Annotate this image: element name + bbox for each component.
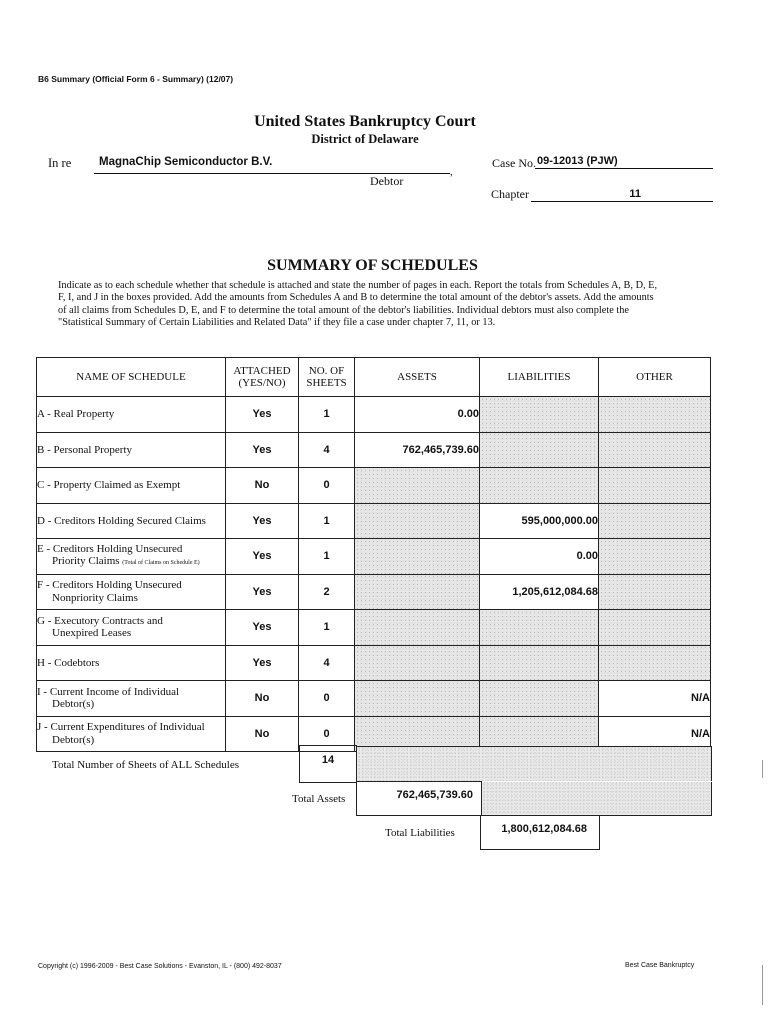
other-cell-shaded xyxy=(599,610,711,646)
case-number-value: 09-12013 (PJW) xyxy=(537,155,618,167)
assets-cell-shaded xyxy=(355,645,480,681)
attached-cell: No xyxy=(226,468,299,504)
schedule-name-line1: G - Executory Contracts and xyxy=(37,614,163,627)
liabilities-cell-shaded xyxy=(480,681,599,717)
sheets-cell: 0 xyxy=(299,681,355,717)
header-attached xyxy=(226,358,299,397)
schedule-name-line1: D - Creditors Holding Secured Claims xyxy=(37,514,206,527)
attached-cell: No xyxy=(226,681,299,717)
schedule-name xyxy=(37,468,226,504)
schedule-name-line1: C - Property Claimed as Exempt xyxy=(37,479,181,491)
chapter-field xyxy=(531,188,713,202)
attached-cell: Yes xyxy=(226,432,299,468)
total-sheets-value: 14 xyxy=(321,754,335,766)
schedule-name xyxy=(37,681,226,717)
table-row xyxy=(37,503,711,539)
district-name: District of Delaware xyxy=(311,132,419,146)
debtor-label: Debtor xyxy=(370,174,404,188)
form-identifier: B6 Summary (Official Form 6 - Summary) (12/07) xyxy=(38,74,234,84)
total-sheets-box xyxy=(299,745,357,783)
other-cell-shaded xyxy=(599,645,711,681)
sheets-cell: 1 xyxy=(299,503,355,539)
schedule-name-line1: B - Personal Property xyxy=(37,443,133,456)
other-cell-shaded xyxy=(599,503,711,539)
edge-mark xyxy=(762,760,763,778)
sheets-cell: 4 xyxy=(299,645,355,681)
header-name: NAME OF SCHEDULE xyxy=(37,358,226,397)
other-cell: N/A xyxy=(599,716,711,752)
comma-mark: , xyxy=(450,166,453,178)
header-attached-text: ATTACHED (YES/NO) xyxy=(233,365,291,389)
schedule-name xyxy=(37,574,226,610)
schedule-name-line1: F - Creditors Holding Unsecured xyxy=(37,579,182,592)
schedule-name xyxy=(37,503,226,539)
total-liabilities-box xyxy=(480,815,600,850)
liabilities-cell-shaded xyxy=(480,397,599,433)
liabilities-cell: 0.00 xyxy=(480,539,599,575)
assets-cell-shaded xyxy=(355,610,480,646)
schedule-name-line2: Debtor(s) xyxy=(52,733,95,746)
copyright-footer: Copyright (c) 1996-2009 - Best Case Solutions - Evanston, IL - (800) 492-8037 xyxy=(38,963,282,970)
in-re-label: In re xyxy=(48,156,72,170)
attached-cell: Yes xyxy=(226,503,299,539)
schedule-name-line1: I - Current Income of Individual xyxy=(37,685,180,698)
case-number-field xyxy=(535,155,713,169)
assets-cell-shaded xyxy=(355,503,480,539)
table-row xyxy=(37,574,711,610)
attached-cell: No xyxy=(226,716,299,752)
schedule-name xyxy=(37,610,226,646)
liabilities-cell-shaded xyxy=(480,645,599,681)
sheets-cell: 2 xyxy=(299,574,355,610)
assets-cell: 762,465,739.60 xyxy=(355,432,480,468)
header-assets: ASSETS xyxy=(355,358,480,397)
schedule-name-line1: J - Current Expenditures of Individual xyxy=(37,721,205,734)
table-row xyxy=(37,539,711,575)
schedule-name-line2: Nonpriority Claims xyxy=(52,591,138,604)
schedule-name-line2: Priority Claims xyxy=(52,555,120,568)
table-row xyxy=(37,645,711,681)
other-cell-shaded xyxy=(599,574,711,610)
header-other: OTHER xyxy=(599,358,711,397)
schedule-name xyxy=(37,432,226,468)
table-row xyxy=(37,610,711,646)
schedule-name-line2: Unexpired Leases xyxy=(52,627,132,640)
table-header-row xyxy=(37,358,711,397)
brand-footer: Best Case Bankruptcy xyxy=(625,962,695,969)
schedule-name xyxy=(37,645,226,681)
case-number-label: Case No. xyxy=(492,156,536,170)
total-sheets-label: Total Number of Sheets of ALL Schedules xyxy=(52,759,240,771)
table-row xyxy=(37,681,711,717)
sheets-cell: 1 xyxy=(299,397,355,433)
attached-cell: Yes xyxy=(226,574,299,610)
assets-cell-shaded xyxy=(355,574,480,610)
totals-shaded-strip xyxy=(357,746,712,781)
other-cell-shaded xyxy=(599,432,711,468)
total-assets-value: 762,465,739.60 xyxy=(396,789,473,801)
other-cell: N/A xyxy=(599,681,711,717)
liabilities-cell-shaded xyxy=(480,468,599,504)
header-liabilities: LIABILITIES xyxy=(480,358,599,397)
assets-total-shaded-strip xyxy=(482,782,712,816)
header-sheets-text: NO. OF SHEETS xyxy=(306,365,347,389)
liabilities-cell-shaded xyxy=(480,610,599,646)
schedules-table xyxy=(36,357,711,752)
table-row xyxy=(37,397,711,433)
header-sheets xyxy=(299,358,355,397)
sheets-cell: 0 xyxy=(299,716,355,752)
summary-title: SUMMARY OF SCHEDULES xyxy=(267,257,478,274)
attached-cell: Yes xyxy=(226,610,299,646)
attached-cell: Yes xyxy=(226,645,299,681)
liabilities-cell: 595,000,000.00 xyxy=(480,503,599,539)
liabilities-cell-shaded xyxy=(480,432,599,468)
chapter-value: 11 xyxy=(629,188,641,200)
other-cell-shaded xyxy=(599,539,711,575)
chapter-label: Chapter xyxy=(491,187,529,201)
sheets-cell: 1 xyxy=(299,539,355,575)
total-assets-box xyxy=(356,781,482,816)
assets-cell-shaded xyxy=(355,681,480,717)
total-liabilities-label: Total Liabilities xyxy=(385,827,455,839)
debtor-name: MagnaChip Semiconductor B.V. xyxy=(99,156,273,168)
total-assets-label: Total Assets xyxy=(292,793,346,805)
table-row xyxy=(37,432,711,468)
other-cell-shaded xyxy=(599,397,711,433)
liabilities-cell: 1,205,612,084.68 xyxy=(480,574,599,610)
schedule-name-line1: A - Real Property xyxy=(37,408,115,420)
assets-cell-shaded xyxy=(355,539,480,575)
attached-cell: Yes xyxy=(226,397,299,433)
total-liabilities-value: 1,800,612,084.68 xyxy=(501,823,587,835)
court-title: United States Bankruptcy Court xyxy=(254,113,476,130)
schedule-name-line2: Debtor(s) xyxy=(52,698,95,711)
schedule-name xyxy=(37,716,226,752)
sheets-cell: 4 xyxy=(299,432,355,468)
other-cell-shaded xyxy=(599,468,711,504)
table-row xyxy=(37,468,711,504)
assets-cell-shaded xyxy=(355,468,480,504)
schedule-name-note: (Total of Claims on Schedule E) xyxy=(122,560,200,567)
attached-cell: Yes xyxy=(226,539,299,575)
schedule-name xyxy=(37,397,226,433)
schedule-name xyxy=(37,539,226,575)
sheets-cell: 1 xyxy=(299,610,355,646)
schedule-name-line1: H - Codebtors xyxy=(37,656,100,669)
assets-cell: 0.00 xyxy=(355,397,480,433)
sheets-cell: 0 xyxy=(299,468,355,504)
instructions-text: Indicate as to each schedule whether that schedule is attached and state the number of pages in each. Report the totals from Schedules A, B, D, E, F, I, and J in the boxes provided. Add the amounts from Schedules A and B to determine the total amount of the debtor's assets. Add the amounts of all claims from Schedules D, E, and F to determine the total amount of the debtor's liabilities. Individual debtors must also complete the "Statistical Summary of Certain Liabilities and Related Data" if they file a case under chapter 7, 11, or 13. xyxy=(58,280,658,328)
schedule-name-line1: E - Creditors Holding Unsecured xyxy=(37,542,183,555)
edge-mark xyxy=(762,965,763,1005)
